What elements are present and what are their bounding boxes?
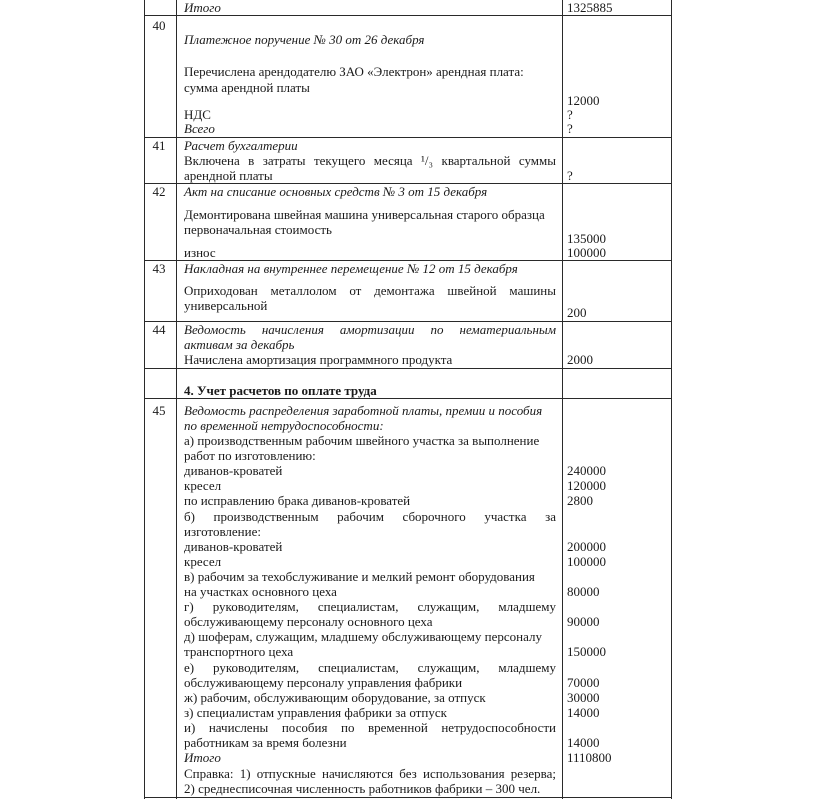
row-text: Демонтирована швейная машина универсальная старого образца (184, 207, 545, 222)
row-total-value: 1110800 (567, 750, 612, 765)
distribution-value: 100000 (567, 554, 606, 569)
distribution-line: по исправлению брака диванов-кроватей (184, 493, 411, 508)
row-value: 100000 (567, 245, 606, 260)
row-number: 44 (152, 322, 166, 337)
distribution-line: диванов-кроватей (184, 539, 283, 554)
distribution-value: 150000 (567, 644, 606, 659)
row-number: 45 (152, 403, 166, 418)
row-value: 2000 (567, 352, 593, 367)
document-table (144, 0, 672, 799)
distribution-line: работ по изготовлению: (184, 448, 316, 463)
row-title: Платежное поручение № 30 от 26 декабря (184, 32, 425, 47)
distribution-line: ж) рабочим, обслуживающим оборудование, за отпуск (184, 690, 486, 705)
row-text: первоначальная стоимость (184, 222, 332, 237)
note-text: Справка: 1) отпускные начисляются без использования резерва; (184, 766, 556, 781)
row-text: арендной платы (184, 168, 273, 183)
row-value: ? (567, 168, 573, 183)
distribution-value: 120000 (567, 478, 606, 493)
row-value: 135000 (567, 231, 606, 246)
row-value: 200 (567, 305, 587, 320)
note-text: 2) среднесписочная численность работников фабрики – 300 чел. (184, 781, 541, 796)
row-value: 12000 (567, 93, 600, 108)
row-text: сумма арендной платы (184, 80, 310, 95)
right-border (671, 0, 672, 799)
distribution-line: и) начислены пособия по временной нетрудоспособности (184, 720, 556, 735)
distribution-line: кресел (184, 554, 222, 569)
distribution-line: работникам за время болезни (184, 735, 347, 750)
row-separator (144, 368, 672, 369)
row-text: универсальной (184, 298, 268, 313)
distribution-line: б) производственным рабочим сборочного участка за (184, 509, 556, 524)
distribution-value: 200000 (567, 539, 606, 554)
row-text: Включена в затраты текущего месяца ¹/₃ квартальной суммы (184, 153, 556, 168)
row-text: Оприходован металлолом от демонтажа швейной машины (184, 283, 556, 298)
distribution-line: диванов-кроватей (184, 463, 283, 478)
row-title: по временной нетрудоспособности: (184, 418, 384, 433)
distribution-value: 14000 (567, 705, 600, 720)
row-number: 43 (152, 261, 166, 276)
row-number: 41 (152, 138, 166, 153)
row-number: 40 (152, 18, 166, 33)
row-title: Накладная на внутреннее перемещение № 12 от 15 декабря (184, 261, 518, 276)
distribution-line: транспортного цеха (184, 644, 294, 659)
row-total-label: Итого (184, 750, 221, 765)
row-title: активам за декабрь (184, 337, 295, 352)
row-title: Ведомость распределения заработной платы, премии и пособия (184, 403, 543, 418)
distribution-line: обслуживающему персоналу управления фабрики (184, 675, 463, 690)
distribution-value: 30000 (567, 690, 600, 705)
row-text: износ (184, 245, 216, 260)
row-separator (144, 15, 672, 16)
distribution-value: 90000 (567, 614, 600, 629)
row-title: Ведомость начисления амортизации по нематериальным (184, 322, 556, 337)
row-text: Всего (184, 121, 215, 136)
distribution-value: 240000 (567, 463, 606, 478)
distribution-value: 70000 (567, 675, 600, 690)
row-text: НДС (184, 107, 211, 122)
row-title: Акт на списание основных средств № 3 от 15 декабря (184, 184, 488, 199)
distribution-line: обслуживающему персоналу основного цеха (184, 614, 433, 629)
distribution-line: на участках основного цеха (184, 584, 337, 599)
total-label: Итого (184, 0, 221, 15)
distribution-value: 2800 (567, 493, 593, 508)
distribution-line: г) руководителям, специалистам, служащим, младшему (184, 599, 556, 614)
left-border (144, 0, 145, 799)
distribution-line: кресел (184, 478, 222, 493)
number-column-divider (176, 0, 177, 799)
distribution-line: изготовление: (184, 524, 261, 539)
row-separator (144, 398, 672, 399)
distribution-line: а) производственным рабочим швейного участка за выполнение (184, 433, 540, 448)
distribution-value: 14000 (567, 735, 600, 750)
row-text: Начислена амортизация программного продукта (184, 352, 453, 367)
row-value: ? (567, 107, 573, 122)
row-value: ? (567, 121, 573, 136)
row-number: 42 (152, 184, 166, 199)
value-column-divider (562, 0, 563, 799)
distribution-value: 80000 (567, 584, 600, 599)
distribution-line: в) рабочим за техобслуживание и мелкий ремонт оборудования (184, 569, 535, 584)
bottom-border (144, 797, 672, 798)
distribution-line: е) руководителям, специалистам, служащим, младшему (184, 660, 556, 675)
distribution-line: з) специалистам управления фабрики за отпуск (184, 705, 447, 720)
total-value: 1325885 (567, 0, 613, 15)
row-text: Перечислена арендодателю ЗАО «Электрон» арендная плата: (184, 64, 524, 79)
section-heading: 4. Учет расчетов по оплате труда (184, 383, 377, 398)
distribution-line: д) шоферам, служащим, младшему обслуживающему персоналу (184, 629, 542, 644)
row-title: Расчет бухгалтерии (184, 138, 298, 153)
